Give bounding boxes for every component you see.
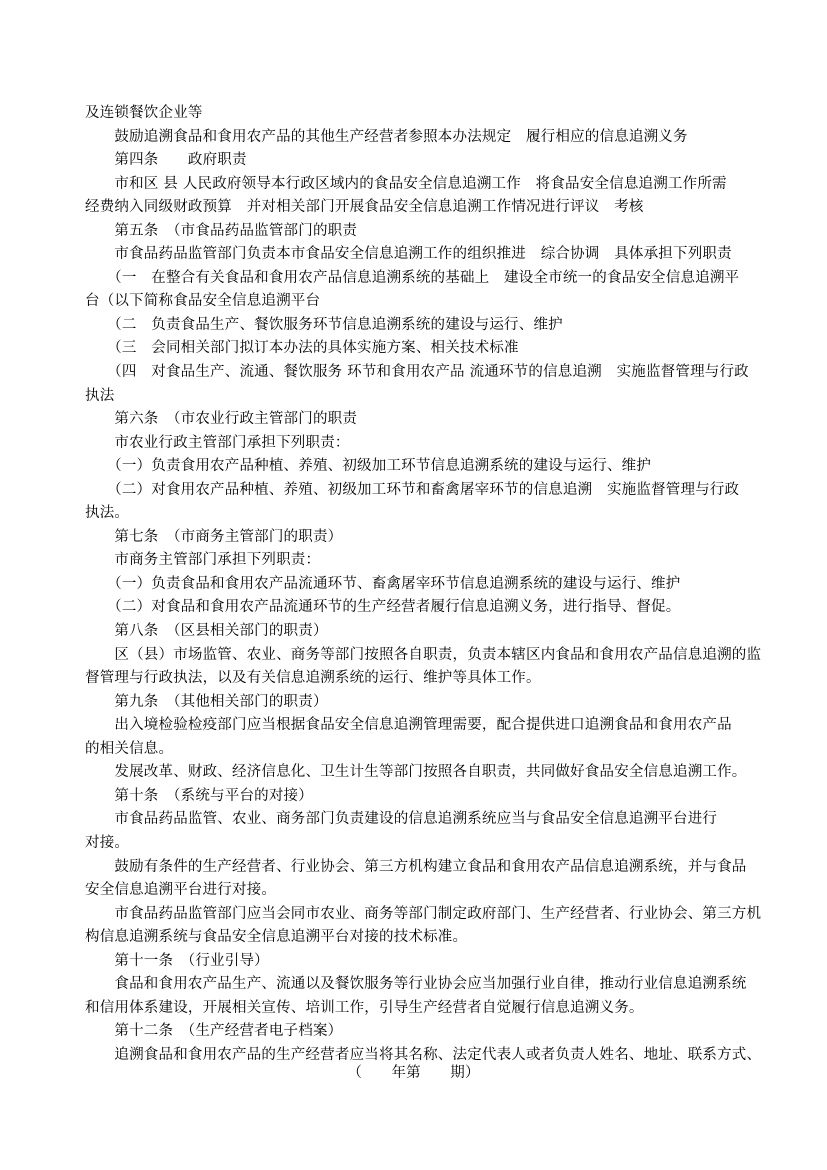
text-line: （一）负责食用农产品种植、养殖、初级加工环节信息追溯系统的建设与运行、维护 bbox=[85, 458, 652, 475]
page-footer: （ 年第 期） bbox=[347, 1065, 480, 1081]
text-line: 第六条 （市农业行政主管部门的职责 bbox=[85, 411, 358, 428]
text-line: 市商务主管部门承担下列职责： bbox=[85, 552, 321, 569]
text-line: 鼓励追溯食品和食用农产品的其他生产经营者参照本办法规定 履行相应的信息追溯义务 bbox=[85, 128, 688, 145]
text-line: 市食品药品监管部门负责本市食品安全信息追溯工作的组织推进 综合协调 具体承担下列职责 bbox=[85, 246, 732, 263]
text-line: 及连锁餐饮企业等 bbox=[85, 105, 203, 121]
text-line: 第七条 （市商务主管部门的职责） bbox=[85, 528, 343, 545]
text-line: 第九条 （其他相关部门的职责） bbox=[85, 693, 328, 710]
text-line: 第十一条 （行业引导） bbox=[85, 952, 269, 969]
text-line: （二 负责食品生产、餐饮服务环节信息追溯系统的建设与运行、维护 bbox=[85, 316, 563, 333]
text-line: （二）对食品和食用农产品流通环节的生产经营者履行信息追溯义务，进行指导、督促。 bbox=[85, 599, 681, 616]
text-line: 第四条 政府职责 bbox=[85, 152, 247, 169]
text-line: 发展改革、财政、经济信息化、卫生计生等部门按照各自职责，共同做好食品安全信息追溯工作。 bbox=[85, 764, 747, 781]
text-line: （三 会同相关部门拟订本办法的具体实施方案、相关技术标准 bbox=[85, 340, 519, 357]
text-line: 市农业行政主管部门承担下列职责： bbox=[85, 434, 350, 451]
text-line: 督管理与行政执法，以及有关信息追溯系统的运行、维护等具体工作。 bbox=[85, 670, 541, 687]
text-line: 第五条 （市食品药品监管部门的职责 bbox=[85, 222, 358, 239]
text-line: （二）对食用农产品种植、养殖、初级加工环节和畜禽屠宰环节的信息追溯 实施监督管理与行政 bbox=[85, 481, 740, 498]
text-line: 第八条 （区县相关部门的职责） bbox=[85, 623, 328, 640]
text-line: 经费纳入同级财政预算 并对相关部门开展食品安全信息追溯工作情况进行评议 考核 bbox=[85, 199, 644, 216]
text-line: 第十二条 （生产经营者电子档案） bbox=[85, 1023, 343, 1040]
text-line: 食品和食用农产品生产、流通以及餐饮服务等行业协会应当加强行业自律，推动行业信息追溯系统 bbox=[85, 976, 747, 993]
text-line: 安全信息追溯平台进行对接。 bbox=[85, 882, 277, 899]
text-line: 的相关信息。 bbox=[85, 740, 174, 757]
text-line: 对接。 bbox=[85, 834, 130, 851]
text-line: 追溯食品和食用农产品的生产经营者应当将其名称、法定代表人或者负责人姓名、地址、联系方式、 bbox=[85, 1046, 762, 1063]
text-line: 出入境检验检疫部门应当根据食品安全信息追溯管理需要，配合提供进口追溯食品和食用农产品 bbox=[85, 717, 732, 734]
text-line: （一）负责食品和食用农产品流通环节、畜禽屠宰环节信息追溯系统的建设与运行、维护 bbox=[85, 575, 681, 592]
text-line: 第十条 （系统与平台的对接） bbox=[85, 787, 313, 804]
text-line: （一 在整合有关食品和食用农产品信息追溯系统的基础上 建设全市统一的食品安全信息追溯平 bbox=[85, 269, 740, 286]
text-line: 鼓励有条件的生产经营者、行业协会、第三方机构建立食品和食用农产品信息追溯系统，并与食品 bbox=[85, 858, 747, 875]
text-line: 市食品药品监管、农业、商务部门负责建设的信息追溯系统应当与食品安全信息追溯平台进行 bbox=[85, 811, 718, 828]
text-line: 和信用体系建设，开展相关宣传、培训工作，引导生产经营者自觉履行信息追溯义务。 bbox=[85, 999, 644, 1016]
text-line: 执法。 bbox=[85, 505, 130, 522]
text-line: 构信息追溯系统与食品安全信息追溯平台对接的技术标准。 bbox=[85, 929, 468, 946]
text-line: 执法 bbox=[85, 387, 115, 404]
text-line: 市和区 县 人民政府领导本行政区域内的食品安全信息追溯工作 将食品安全信息追溯工作所需 bbox=[85, 175, 727, 192]
text-line: 区（县）市场监管、农业、商务等部门按照各自职责，负责本辖区内食品和食用农产品信息追溯的监 bbox=[85, 646, 762, 663]
text-line: （四 对食品生产、流通、餐饮服务 环节和食用农产品 流通环节的信息追溯 实施监督管理与行政 bbox=[85, 364, 749, 381]
text-line: 台（以下简称食品安全信息追溯平台 bbox=[85, 293, 321, 310]
document-body bbox=[85, 102, 762, 1067]
text-line: 市食品药品监管部门应当会同市农业、商务等部门制定政府部门、生产经营者、行业协会、第三方机 bbox=[85, 905, 762, 922]
